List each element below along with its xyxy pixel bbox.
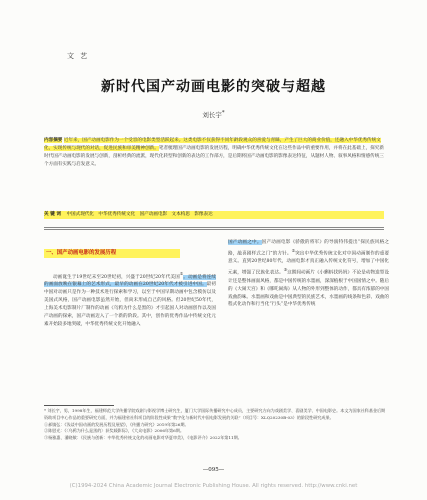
body-text: 最初中国对动画只是作为一种技术进行探索和学习，以至于中国早期动画中包含模仿以及美国式风格，国产动画电影虽然开始，但尚未形成自己的风格。但20世纪50年代，上海美术电影制片厂制作的动画《乌鸦为什么是黑的》才引起国人对动画创作以及国产动画的探索，国产动画迈入了一个新的阶段。其中，创作的优秀作品中传统文化元素开始较多地突破，中华优秀传统文化开始融入 [44, 282, 216, 327]
footnote: ①郝镇弘：《浅谈中国动画的发展历程及展望》，《传播力研究》2019年第26期。 [44, 421, 189, 427]
footnote: ②陈慰光：《〈乌鸦为什么是黑的〉获奖载影际》，《大众电影》2006年第6期。 [44, 428, 184, 434]
body-text: 突出中华优秀传统文化对中国动画制作的重要意义。直到20世纪80年代，动画电影才真正融入传统文化符号，增加了中国化元素，增强了民族化表达。 [228, 251, 389, 276]
copyright-footer: (C)1994-2024 China Academic Journal Electronic Publishing House. All rights reserved. http://www.cnki.net [69, 483, 358, 489]
keyword-item: 文本构思 [171, 212, 190, 217]
keyword-item: 国产动画电影 [139, 212, 168, 217]
author-mark: * [221, 110, 225, 116]
body-text: 国产动画电影《骄傲的将军》的导演特伟提出“探民族风格之路，敲喜剧样式之门”的方针。 [228, 240, 389, 257]
footnote: ③杨雅惠、潘晓敏：《民族与创新：中华优秀传统文化的动画电影对华夏审美》，《电影评介》2022年第11期。 [44, 435, 242, 441]
divider [44, 229, 384, 230]
footnote-ref: ② [291, 247, 296, 253]
keyword-item: 影像表达 [194, 212, 213, 217]
body-column-right [228, 239, 389, 309]
keywords [44, 211, 384, 219]
page-number: —095— [202, 467, 225, 473]
body-highlight: 国产动画之中。 [228, 240, 262, 245]
author-line [0, 110, 427, 119]
keywords-label: 关 键 词 [44, 212, 61, 217]
article-title: 新时代国产动画电影的突破与超越 [101, 79, 326, 95]
footnote-divider [44, 405, 114, 406]
footnote-author: * 刘长宇，男，1998年生，福建师范大学传播学院戏剧与影视学博士研究生，厦门大学国际传播研究中心成员，主要研究方向为戏剧美学、喜剧美学、中国电影史。本文为国家社科基金后期资助项目中心作品的重要研究方面，并为福建省社科项目的阶段性成果“数字化与新时代中国电影发展的关联”（项目号：XLQ20230B-03）的阶段性研究成果。 [44, 408, 386, 420]
footnote-ref: ③ [283, 267, 288, 273]
keyword-item: 中华优秀传统文化 [98, 212, 136, 217]
body-text: 动画诞生于19世纪末至20世纪初，兴盛于20世纪20年代美国 [53, 274, 180, 280]
body-column-left [44, 270, 216, 329]
abstract [44, 137, 384, 169]
keyword-item: 中国式现代化 [66, 212, 95, 217]
body-highlight: 。动画是将连续的画面放映在银幕上的艺术形式，最早的动画在20世纪20年代才被引进中国。 [44, 274, 216, 288]
abstract-text: 笔者梳理国产动画电影的发展历程，明确中华优秀传统文化在这些作品中的重要作用，并将在此基础上，探究新时代国产动画电影的发展与创新，剖析经典的流派，现代化转型和创新的表达的工作部方，是后期将国产动画电影的影像表达特征，从题材人物、叙事风格和情感传统三个方面有实践与启发意义。 [44, 146, 384, 167]
abstract-highlighted-text: 近年来，国产动画电影作为一个受容的电影类型活跃起来。这类电影不仅获得不同年龄段观众的喜爱与青睐，产生了巨大的商业价值，还融入中华优秀传统文化，实现传统与现代的对话，促进民族和审美精神创新。 [44, 138, 381, 151]
section-heading: 一、国产动画电影的发展历程 [44, 249, 180, 258]
footnote-ref: ① [179, 271, 184, 276]
footnotes [44, 408, 388, 442]
divider [44, 227, 384, 228]
column-label: 文 艺 [67, 52, 90, 60]
body-text: 这期间动画片《小蝌蚪找妈妈》不论是动物造型设计还是整体画面风格，都是中国传统的水墨画，深深植根于中国国情之中。随后的《大闹天宫》和《哪吒闹海》从人物的外形到整体的动作，都具有浓郁的中国戏曲韵味。水墨画和戏曲是中国典型的民族艺术，水墨画的线条和色彩、戏曲的程式化动作和行当化“行头”是中华优秀传统 [228, 270, 389, 308]
author-name: 刘长宇 [202, 111, 222, 120]
abstract-label: 内容摘要 [44, 138, 63, 143]
